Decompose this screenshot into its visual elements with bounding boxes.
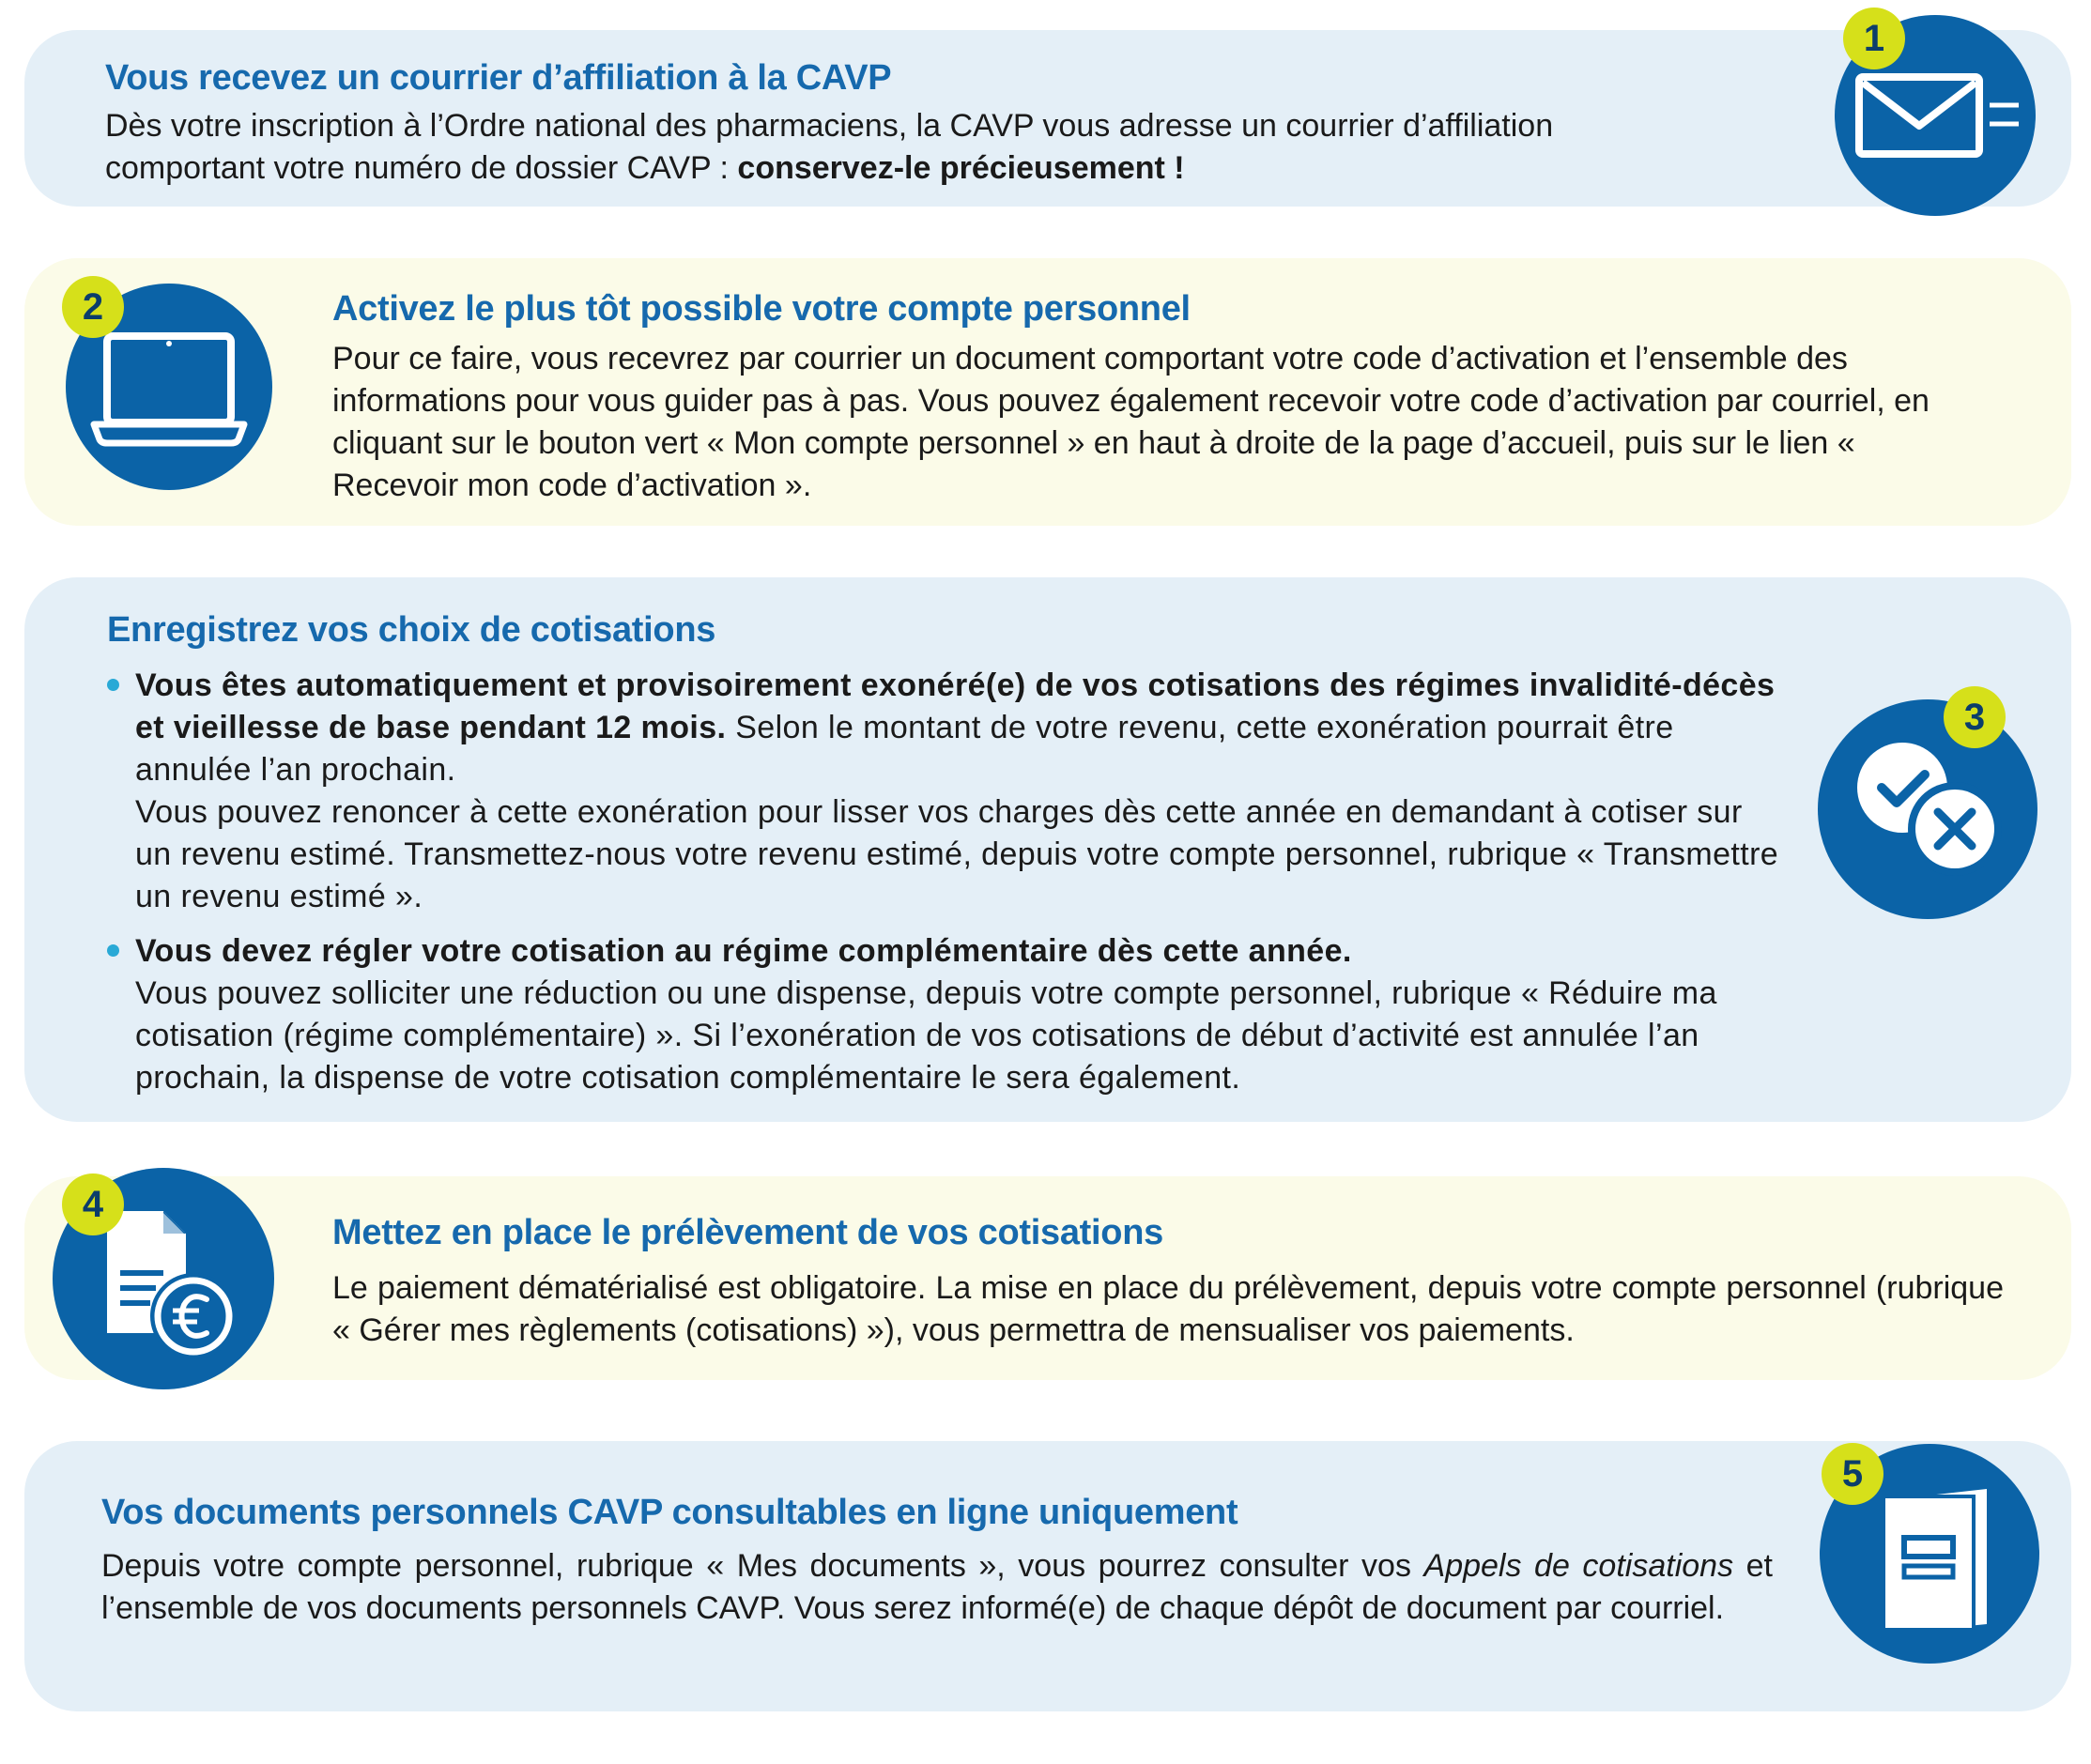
section-3-bullet-1 [135, 665, 1788, 918]
section-1-number-badge: 1 [1843, 8, 1905, 69]
section-1-text [105, 105, 1701, 190]
section-3-title: Enregistrez vos choix de cotisations [107, 610, 716, 650]
section-5-text-italic: Appels de cotisations [1423, 1548, 1734, 1584]
section-5-text [101, 1545, 1773, 1630]
check-cross-icon [1818, 699, 2037, 919]
bullet-dot-icon [107, 679, 119, 691]
section-3-number-badge: 3 [1944, 686, 2006, 748]
section-2-number-badge: 2 [62, 276, 124, 338]
section-2-title: Activez le plus tôt possible votre compte personnel [332, 289, 1191, 329]
section-4-title: Mettez en place le prélèvement de vos cotisations [332, 1213, 1163, 1252]
section-3-bullet-1-bold: Vous êtes automatiquement et provisoirement exonéré(e) de vos cotisations des régimes invalidité-décès et vieillesse de base pendant 12 mois. [135, 667, 1776, 745]
section-5-title: Vos documents personnels CAVP consultables en ligne uniquement [101, 1493, 1238, 1532]
section-1-text-bold: conservez-le précieusement ! [737, 150, 1185, 186]
section-4-number-badge: 4 [62, 1173, 124, 1235]
section-3-icon-circle [1818, 699, 2037, 919]
section-5-number-badge: 5 [1822, 1443, 1883, 1505]
section-5-text-end: et l’ensemble de vos documents personnels CAVP. Vous serez informé(e) de chaque dépôt de document par courriel. [101, 1548, 1773, 1626]
section-1-text-regular: Dès votre inscription à l’Ordre national des pharmaciens, la CAVP vous adresse un courrier d’affiliation comportant votre numéro de dossier CAVP : [105, 108, 1554, 186]
section-5-text-regular: Depuis votre compte personnel, rubrique « Mes documents », vous pourrez consulter vos [101, 1548, 1424, 1584]
section-3-bullet-2-bold: Vous devez régler votre cotisation au régime complémentaire dès cette année. [135, 933, 1352, 969]
bullet-dot-icon [107, 944, 119, 957]
section-3-bullet-1-text: Selon le montant de votre revenu, cette exonération pourrait être annulée l’an prochain. [135, 710, 1674, 788]
section-3-bullet-1-text2: Vous pouvez renoncer à cette exonération pour lisser vos charges dès cette année en demandant à cotiser sur un revenu estimé. Transmettez-nous votre revenu estimé, depuis votre compte personnel, rubrique « Transmettre un revenu estimé ». [135, 794, 1779, 914]
section-3-bullets [135, 665, 1788, 1112]
section-3-bullet-2-text2: Vous pouvez solliciter une réduction ou une dispense, depuis votre compte personnel, rubrique « Réduire ma cotisation (régime complémentaire) ». Si l’exonération de vos cotisations de début d’activité est annulée l’an prochain, la dispense de votre cotisation complémentaire le sera également. [135, 975, 1717, 1096]
section-4-text: Le paiement dématérialisé est obligatoire. La mise en place du prélèvement, depuis votre compte personnel (rubrique « Gérer mes règlements (cotisations) »), vous permettra de mensualiser vos paiements. [332, 1270, 2004, 1348]
section-2-text: Pour ce faire, vous recevrez par courrier un document comportant votre code d’activation et l’ensemble des informations pour vous guider pas à pas. Vous pouvez également recevoir votre code d’activation par courriel, en cliquant sur le bouton vert « Mon compte personnel » en haut à droite de la page d’accueil, puis sur le lien « Recevoir mon code d’activation ». [332, 341, 1930, 503]
section-3-bullet-2 [135, 930, 1788, 1099]
section-1-title: Vous recevez un courrier d’affiliation à la CAVP [105, 58, 892, 98]
